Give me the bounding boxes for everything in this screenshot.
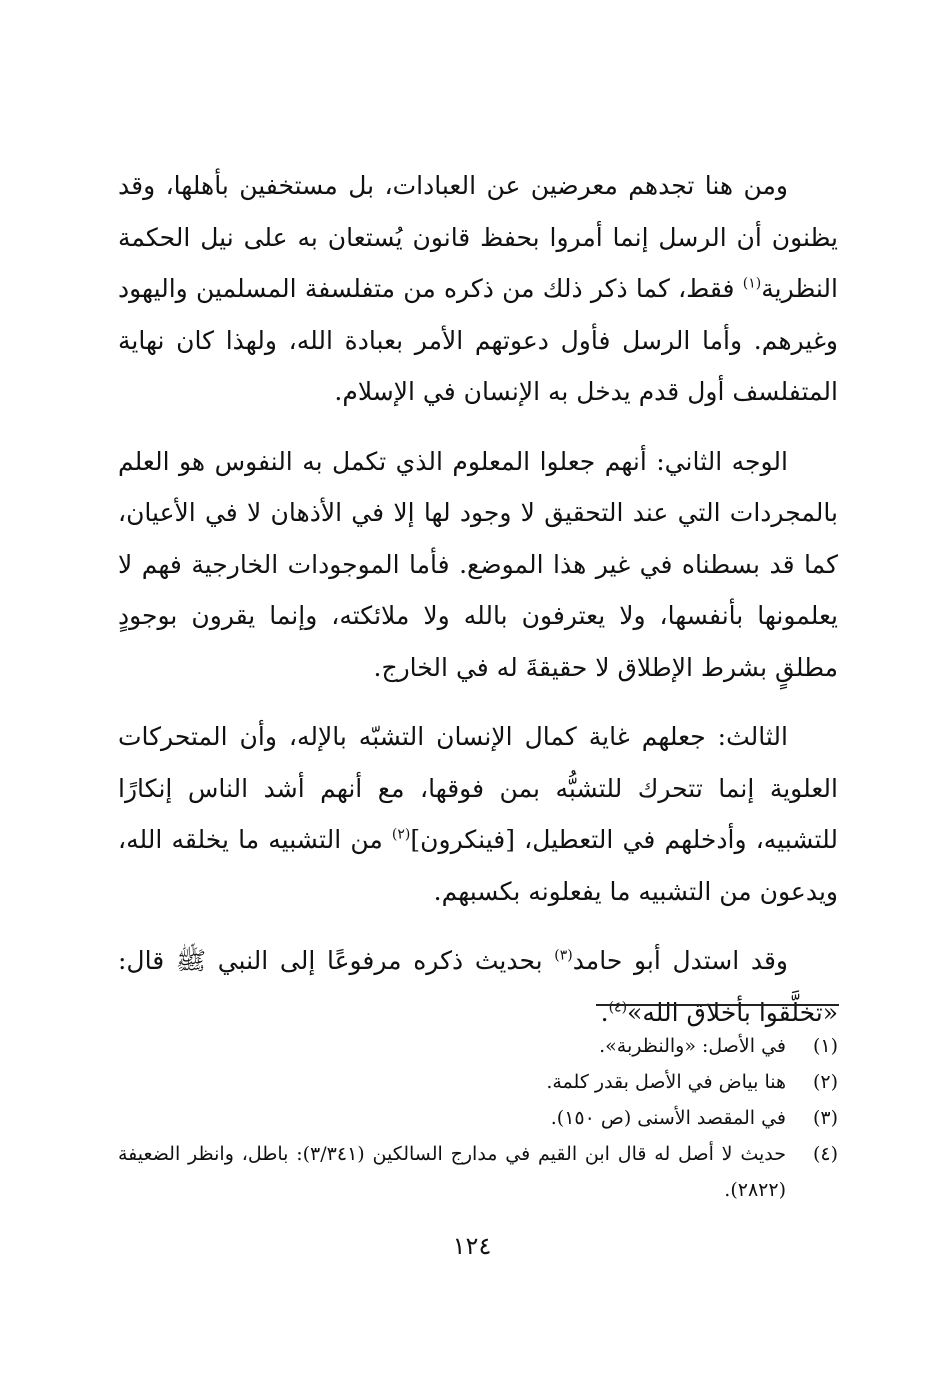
footnote-separator	[596, 1004, 839, 1006]
footnote-4	[118, 1136, 838, 1208]
footnote-1-number: (١)	[812, 1035, 838, 1057]
footnote-ref-2: (٢)	[391, 826, 411, 843]
paragraph-4-text-b: بحديث ذكره مرفوعًا إلى النبي ﷺ قال: «تخلَّقوا بأخلاق الله»	[118, 946, 838, 1027]
paragraph-4-text-c: .	[600, 997, 609, 1027]
footnote-1-text: في الأصل: «والنظربة».	[599, 1035, 786, 1057]
footnote-2	[118, 1064, 838, 1100]
footnote-4-number: (٤)	[812, 1143, 838, 1165]
main-text	[118, 160, 838, 1056]
footnote-3	[118, 1100, 838, 1136]
footnote-2-number: (٢)	[812, 1071, 838, 1093]
footnote-ref-1: (١)	[742, 275, 762, 292]
paragraph-1	[118, 160, 838, 418]
paragraph-3-text-a: الثالث: جعلهم غاية كمال الإنسان التشبّه بالإله، وأن المتحركات العلوية إنما تتحرك للتشبُّه بمن فوقها، مع أنهم أشد الناس إنكارًا للتشبيه، وأدخلهم في التعطيل، [فينكرون]	[118, 722, 838, 854]
footnote-1	[118, 1028, 838, 1064]
paragraph-3	[118, 711, 838, 917]
footnote-2-text: هنا بياض في الأصل بقدر كلمة.	[546, 1071, 786, 1093]
footnotes	[118, 1028, 838, 1208]
paragraph-4	[118, 935, 838, 1038]
page-number: ١٢٤	[452, 1232, 492, 1260]
footnote-ref-3: (٣)	[554, 947, 573, 964]
footnote-3-text: في المقصد الأسنى (ص ١٥٠).	[550, 1107, 786, 1129]
paragraph-2	[118, 436, 838, 694]
paragraph-1-text-a: ومن هنا تجدهم معرضين عن العبادات، بل مستخفين بأهلها، وقد يظنون أن الرسل إنما أمروا بحفظ قانون يُستعان به على نيل الحكمة النظرية	[118, 171, 838, 303]
paragraph-3-text-b: من التشبيه ما يخلقه الله، ويدعون من التشبيه ما يفعلونه بكسبهم.	[118, 825, 838, 906]
footnote-3-number: (٣)	[812, 1107, 838, 1129]
paragraph-1-text-b: فقط، كما ذكر ذلك من ذكره من متفلسفة المسلمين واليهود وغيرهم. وأما الرسل فأول دعوتهم الأمر بعبادة الله، ولهذا كان نهاية المتفلسف أول قدم يدخل به الإنسان في الإسلام.	[118, 274, 838, 406]
footnote-4-text: حديث لا أصل له قال ابن القيم في مدارج السالكين (٣/٣٤١): باطل، وانظر الضعيفة (٢٨٢٢).	[118, 1143, 786, 1201]
paragraph-2-text: الوجه الثاني: أنهم جعلوا المعلوم الذي تكمل به النفوس هو العلم بالمجردات التي عند التحقيق لا وجود لها إلا في الأذهان لا في الأعيان، كما قد بسطناه في غير هذا الموضع. فأما الموجودات الخارجية فهم لا يعلمونها بأنفسها، ولا يعترفون بالله ولا ملائكته، وإنما يقرون بوجودٍ مطلقٍ بشرط الإطلاق لا حقيقةَ له في الخارج.	[118, 446, 838, 682]
paragraph-4-text-a: وقد استدل أبو حامد	[572, 946, 788, 975]
footnote-ref-4: (٤)	[608, 999, 628, 1016]
